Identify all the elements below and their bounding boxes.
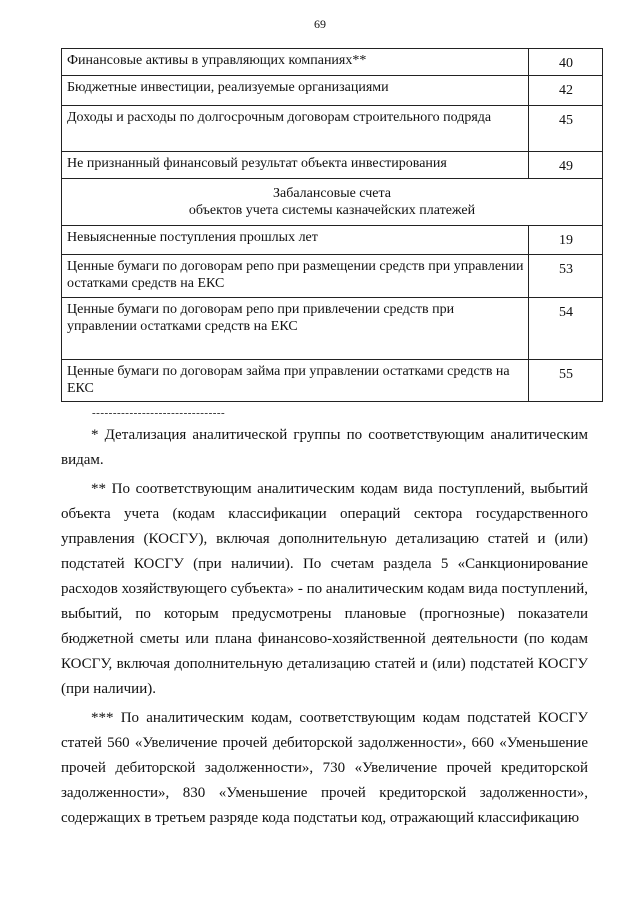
row-code: 49 (529, 152, 603, 179)
table-row (62, 152, 603, 179)
table-row (62, 49, 603, 76)
table-row (62, 298, 603, 360)
footnotes (61, 423, 588, 835)
accounts-table (61, 48, 603, 402)
row-label: Ценные бумаги по договорам репо при привлечении средств при управлении остатками средств на ЕКС (62, 298, 529, 360)
row-code: 42 (529, 76, 603, 106)
footnote-separator: -------------------------------- (92, 407, 226, 419)
table-row (62, 106, 603, 152)
row-code: 55 (529, 360, 603, 402)
footnote-1: * Детализация аналитической группы по соответствующим аналитическим видам. (61, 427, 588, 468)
row-label: Финансовые активы в управляющих компаниях** (62, 49, 529, 76)
row-label: Бюджетные инвестиции, реализуемые организациями (62, 76, 529, 106)
table-row (62, 226, 603, 255)
page-number: 69 (314, 17, 326, 31)
row-label: Невыясненные поступления прошлых лет (62, 226, 529, 255)
section-header (62, 179, 603, 226)
row-code: 19 (529, 226, 603, 255)
table-row (62, 255, 603, 298)
section-subtitle: объектов учета системы казначейских платежей (188, 203, 476, 218)
row-code: 54 (529, 298, 603, 360)
section-title: Забалансовые счета (272, 186, 391, 201)
table-row (62, 360, 603, 402)
row-code: 45 (529, 106, 603, 152)
table-row (62, 76, 603, 106)
row-code: 53 (529, 255, 603, 298)
footnote-3: *** По аналитическим кодам, соответствующим кодам подстатей КОСГУ статей 560 «Увеличение прочей дебиторской задолженности», 660 «Уменьшение прочей дебиторской задолженности», 730 «Увеличение прочей кредиторской задолженности», 830 «Уменьшение прочей кредиторской задолженности», содержащих в третьем разряде кода подстатьи код, отражающий классификацию (61, 710, 588, 826)
row-label: Ценные бумаги по договорам репо при размещении средств при управлении остатками средств на ЕКС (62, 255, 529, 298)
section-header-row (62, 179, 603, 226)
footnote-2: ** По соответствующим аналитическим кодам вида поступлений, выбытий объекта учета (кодам классификации операций сектора государственного управления (КОСГУ), включая дополнительную детализацию статей и (или) подстатей КОСГУ (при наличии). По счетам раздела 5 «Санкционирование расходов хозяйствующего субъекта» - по аналитическим кодам вида поступлений, выбытий, по которым предусмотрены плановые (прогнозные) показатели бюджетной сметы или плана финансово-хозяйственной деятельности (по кодам КОСГУ, включая дополнительную детализацию статей и (или) подстатей КОСГУ (при наличии). (61, 481, 588, 697)
row-label: Доходы и расходы по долгосрочным договорам строительного подряда (62, 106, 529, 152)
row-label: Ценные бумаги по договорам займа при управлении остатками средств на ЕКС (62, 360, 529, 402)
row-label: Не признанный финансовый результат объекта инвестирования (62, 152, 529, 179)
row-code: 40 (529, 49, 603, 76)
